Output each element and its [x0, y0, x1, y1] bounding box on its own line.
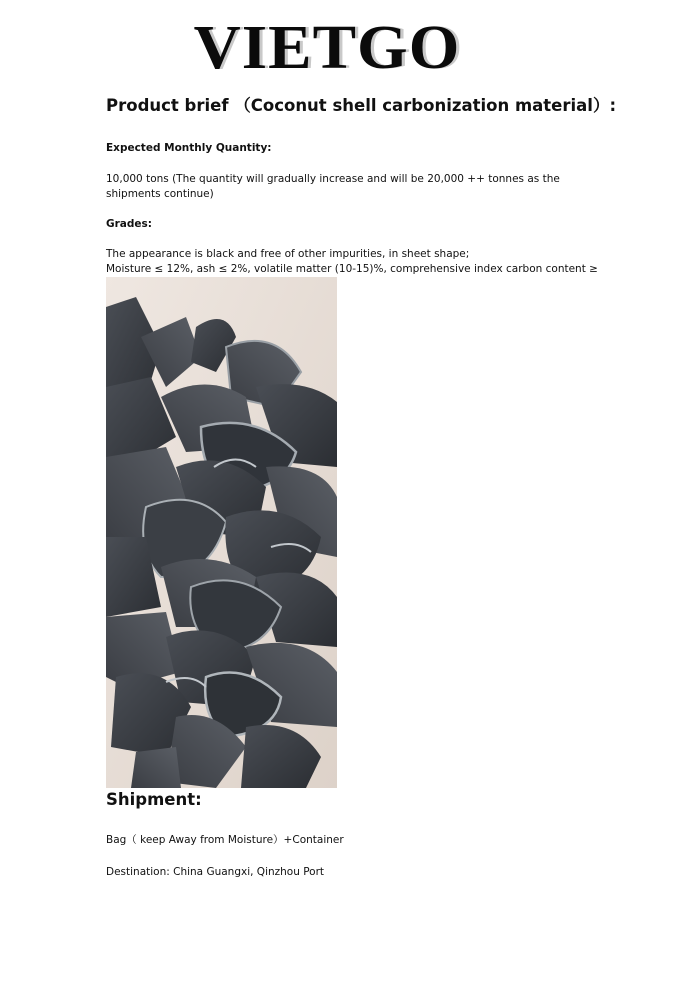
grades-line-spec: Moisture ≤ 12%, ash ≤ 2%, volatile matter (10-15)%, comprehensive index carbon content ≥: [106, 263, 598, 275]
quantity-label: Expected Monthly Quantity:: [106, 142, 272, 154]
shipment-heading: Shipment:: [106, 790, 202, 809]
grades-line-appearance: The appearance is black and free of other impurities, in sheet shape;: [106, 248, 470, 260]
shipment-destination: Destination: China Guangxi, Qinzhou Port: [106, 866, 325, 878]
charcoal-photo-illustration: [106, 277, 337, 788]
logo-text: VIETGO: [194, 14, 461, 82]
grades-label: Grades:: [106, 218, 152, 230]
product-photo: [106, 277, 337, 788]
vietgo-logo: [190, 12, 465, 84]
page-title: Product brief （Coconut shell carbonization material）:: [106, 96, 617, 115]
quantity-text: 10,000 tons (The quantity will gradually increase and will be 20,000 ++ tonnes as the shipments continue): [106, 173, 560, 200]
shipment-packing: Bag（ keep Away from Moisture）+Container: [106, 834, 344, 846]
